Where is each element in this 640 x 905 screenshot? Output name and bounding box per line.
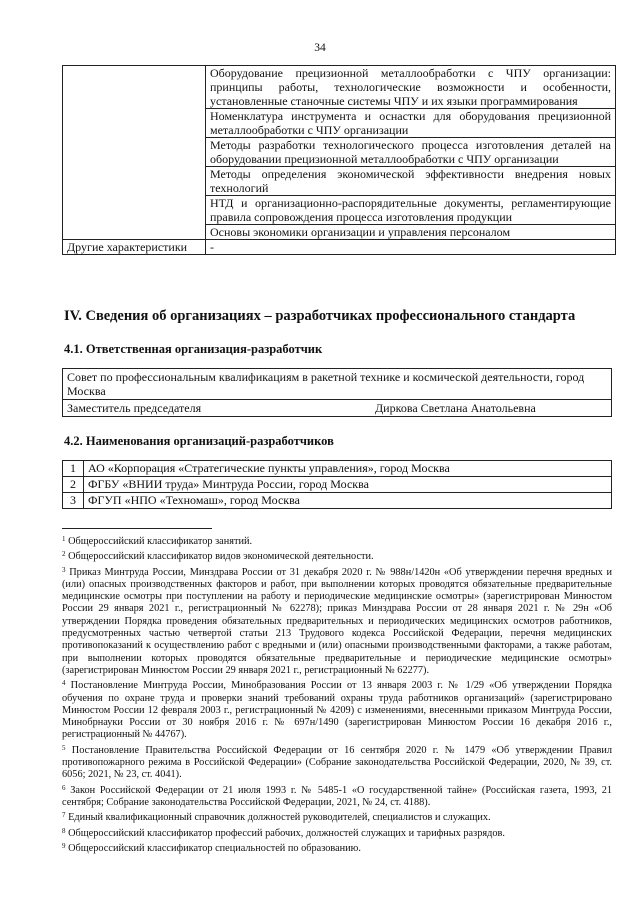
footnote-text: Общероссийский классификатор видов экономической деятельности. [68,551,374,563]
footnote [62,782,612,810]
org-name-cell: Совет по профессиональным квалификациям в ракетной технике и космической деятельности, город Москва [63,369,612,400]
footnote [62,825,612,840]
table-row [63,400,612,417]
footnote [62,533,612,548]
footnote-text: Постановление Минтруда России, Минобразования России от 13 января 2003 г. № 1/29 «Об утверждении Порядка обучения по охране труда и проверки знаний требований охраны труда работников организаций» (зарегистрировано Минюстом России 12 февраля 2003 г., регистрационный № 4209) с изменениями, внесенными приказом Минтруда России, Минобрнауки России от 30 ноября 2016 г. № 697н/1490 (зарегистрирован Минюстом России 16 декабря 2016 г., регистрационный № 44767). [62,680,613,741]
responsible-org-table [62,368,612,417]
subsection-title-developers: 4.2. Наименования организаций-разработчиков [64,434,334,448]
footnote-text: Общероссийский классификатор занятий. [68,536,253,547]
row-number: 3 [63,493,84,509]
footnote-separator [62,528,212,529]
footnote-mark: 4 [62,679,66,688]
table-cell-right: Методы разработки технологического процесса изготовления деталей на оборудовании прецизионной металлообработки с ЧПУ организации [206,138,616,167]
table-cell-right: НТД и организационно-распорядительные документы, регламентирующие правила сопровождения процесса изготовления продукции [206,196,616,225]
position-cell: Заместитель председателя [63,400,372,417]
footnote-mark: 8 [62,826,66,835]
table-cell-right: Оборудование прецизионной металлообработки с ЧПУ организации: принципы работы, технологические возможности и особенности, установленные станочные системы ЧПУ и их языки программирования [206,66,616,109]
footnote-text: Общероссийский классификатор специальностей по образованию. [68,842,361,854]
table-row [63,461,612,477]
table-cell-right: Основы экономики организации и управления персоналом [206,225,616,240]
footnote-mark: 9 [62,841,66,850]
developer-name: ФГБУ «ВНИИ труда» Минтруда России, город Москва [84,477,612,493]
table-row [63,66,616,109]
footnote-text: Приказ Минтруда России, Минздрава России от 31 декабря 2020 г. № 988н/1420н «Об утверждении перечня вредных и (или) опасных производственных факторов и работ, при выполнении которых проводятся обязательные предварительные медицинские осмотры при поступлении на работу и периодические медицинские осмотры» (зарегистрирован Минюстом России 29 января 2021 г., регистрационный № 62278); приказ Минздрава России от 28 января 2021 г. № 29н «Об утверждении Порядка проведения обязательных предварительных и периодических медицинских осмотров работников, предусмотренных частью четвертой статьи 213 Трудового кодекса Российской Федерации, перечня медицинских противопоказаний к осуществлению работ с вредными и (или) опасными производственными факторами, а также работам, при выполнении которых проводятся обязательные предварительные и периодические медицинские осмотры» (зарегистрирован Минюстом России 29 января 2021 г., регистрационный № 62277). [62,566,613,676]
footnote-text: Общероссийский классификатор профессий рабочих, должностей служащих и тарифных разрядов. [68,827,505,839]
footnote-text: Закон Российской Федерации от 21 июля 1993 г. № 5485-1 «О государственной тайне» (Российская газета, 1993, 21 сентября; Собрание законодательства Российской Федерации, 2021, № 24, ст. 4188). [62,784,612,808]
footnote [62,809,612,824]
footnote [62,548,612,563]
developer-name: ФГУП «НПО «Техномаш», город Москва [84,493,612,509]
footnote [62,564,612,678]
footnote-mark: 1 [62,535,66,543]
footnote-text: Единый квалификационный справочник должностей руководителей, специалистов и служащих. [68,812,491,824]
footnote-mark: 7 [62,811,66,820]
footnote-mark: 5 [62,743,66,752]
developers-table [62,460,612,509]
developer-name: АО «Корпорация «Стратегические пункты управления», город Москва [84,461,612,477]
table-cell-right: - [206,240,616,255]
table-cell-right: Номенклатура инструмента и оснастки для оборудования прецизионной металлообработки с ЧПУ организации [206,109,616,138]
table-row [63,369,612,400]
footnote-mark: 2 [62,550,66,559]
footnote-mark: 6 [62,783,66,792]
table-row [63,477,612,493]
page-number: 34 [314,42,326,54]
footnotes [62,533,612,855]
table-row [63,493,612,509]
row-number: 2 [63,477,84,493]
subsection-title-responsible: 4.1. Ответственная организация-разработчик [64,342,323,356]
footnote-mark: 3 [62,565,66,574]
footnote [62,677,612,741]
table-cell-left [63,66,206,240]
footnote-text: Постановление Правительства Российской Федерации от 16 сентября 2020 г. № 1479 «Об утверждении Правил противопожарного режима в Российской Федерации» (Собрание законодательства Российской Федерации, 2020, № 39, ст. 6056; 2021, № 23, ст. 4041). [62,744,613,781]
knowledge-table [62,65,616,255]
section-title: IV. Сведения об организациях – разработчиках профессионального стандарта [64,308,576,324]
row-number: 1 [63,461,84,477]
table-cell-left: Другие характеристики [63,240,206,255]
person-cell: Диркова Светлана Анатольевна [371,400,612,417]
table-row [63,240,616,255]
footnote [62,840,612,855]
footnote [62,742,612,782]
table-cell-right: Методы определения экономической эффективности внедрения новых технологий [206,167,616,196]
